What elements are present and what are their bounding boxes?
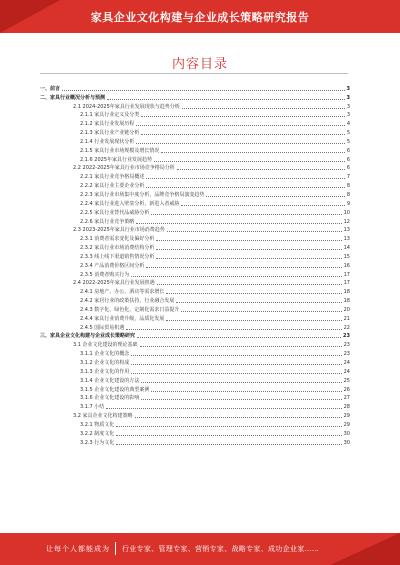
toc-entry[interactable] <box>40 199 350 208</box>
toc-entry-page: 22 <box>343 324 350 331</box>
toc-entry-text: 3.2.3 行为文化 <box>80 439 115 446</box>
toc-leader-dots <box>131 364 341 365</box>
toc-entry-page: 23 <box>343 351 350 358</box>
toc-entry-text: 2.2.6 家具行业竞争策略 <box>80 218 135 225</box>
toc-leader-dots <box>106 408 341 409</box>
toc-leader-dots <box>167 231 342 232</box>
footer-slogan-left: 让每个人都能成为 <box>46 545 110 553</box>
table-of-contents <box>40 84 350 447</box>
report-title: 家具企业文化构建与企业成长策略研究报告 <box>90 11 310 24</box>
toc-leader-dots <box>141 399 341 400</box>
toc-entry-page: 3 <box>346 103 350 110</box>
toc-entry[interactable] <box>40 429 350 438</box>
toc-entry-text: 三、家具企业文化构建与企业成长策略研究 <box>40 333 136 340</box>
toc-entry-page: 29 <box>343 421 350 428</box>
toc-entry-page: 16 <box>343 262 350 269</box>
toc-leader-dots <box>146 187 344 188</box>
toc-entry[interactable] <box>40 314 350 323</box>
toc-leader-dots <box>131 373 341 374</box>
toc-entry-page: 25 <box>343 377 350 384</box>
toc-entry-page: 9 <box>346 200 350 207</box>
toc-entry[interactable] <box>40 438 350 447</box>
toc-entry-page: 18 <box>343 298 350 305</box>
toc-entry[interactable] <box>40 261 350 270</box>
toc-entry-page: 3 <box>346 112 350 119</box>
toc-entry-page: 12 <box>343 218 350 225</box>
toc-entry-text: 2.1 2024-2025年家具行业发展现状与趋势分析 <box>73 103 180 110</box>
toc-entry[interactable] <box>40 155 350 164</box>
toc-entry[interactable] <box>40 128 350 137</box>
toc-entry-page: 24 <box>343 360 350 366</box>
toc-entry[interactable] <box>40 411 350 420</box>
toc-entry[interactable] <box>40 102 350 111</box>
toc-entry[interactable] <box>40 208 350 217</box>
toc-entry-page: 6 <box>346 165 350 172</box>
toc-entry-text: 3.2.1 物质文化 <box>80 421 115 428</box>
toc-entry-text: 2.1.1 家具行业定义及分类 <box>80 112 140 119</box>
toc-entry[interactable] <box>40 332 350 341</box>
toc-leader-dots <box>157 284 342 285</box>
toc-entry-page: 24 <box>343 368 350 375</box>
toc-leader-dots <box>161 152 344 153</box>
toc-entry-page: 8 <box>346 191 350 198</box>
toc-entry-text: 2.3.2 家具行业市场消费结构分析 <box>80 245 155 252</box>
toc-entry[interactable] <box>40 323 350 332</box>
toc-entry-text: 一、前言 <box>40 85 61 92</box>
toc-leader-dots <box>156 240 341 241</box>
toc-entry[interactable] <box>40 119 350 128</box>
toc-entry[interactable] <box>40 367 350 376</box>
toc-leader-dots <box>151 214 341 215</box>
toc-entry-text: 3.1.4 企业文化建设的方法 <box>80 377 140 384</box>
toc-leader-dots <box>181 205 344 206</box>
toc-leader-dots <box>136 223 341 224</box>
toc-heading: 内容目录 <box>171 57 228 72</box>
toc-entry-text: 2.2 2022-2025年家具行业市场竞争格局分析 <box>73 165 175 172</box>
toc-leader-dots <box>141 116 344 117</box>
toc-entry-page: 3 <box>346 94 350 101</box>
toc-entry-text: 2.2.4 家具行业进入壁垒分析，新进入者威胁 <box>80 200 180 207</box>
toc-entry-text: 2.3.3 线上线下渠道销售情况分析 <box>80 253 155 260</box>
toc-entry[interactable] <box>40 93 350 102</box>
toc-entry-text: 3.1 企业文化建设的理论基础 <box>73 342 138 349</box>
toc-entry-page: 29 <box>343 413 350 420</box>
toc-leader-dots <box>166 320 341 321</box>
toc-entry-page: 4 <box>346 121 350 128</box>
toc-entry-text: 3.1.6 企业文化建设的影响 <box>80 395 140 402</box>
toc-entry[interactable] <box>40 226 350 235</box>
toc-entry-page: 20 <box>343 306 350 313</box>
toc-entry-text: 2.3.1 消费者需求变化及偏好分析 <box>80 236 155 243</box>
toc-entry-text: 3.1.2 企业文化的构成 <box>80 360 130 366</box>
toc-entry-page: 28 <box>343 404 350 411</box>
toc-entry-text: 3.1.3 企业文化的作用 <box>80 368 130 375</box>
toc-entry-page: 5 <box>346 138 350 145</box>
toc-entry-text: 2.1.6 2025年家具行业发展趋势 <box>80 156 153 163</box>
toc-leader-dots <box>156 258 341 259</box>
toc-leader-dots <box>131 355 341 356</box>
toc-leader-dots <box>166 293 341 294</box>
toc-leader-dots <box>135 417 342 418</box>
toc-entry-page: 7 <box>346 174 350 181</box>
toc-entry-page: 17 <box>343 280 350 287</box>
toc-entry[interactable] <box>40 234 350 243</box>
toc-entry[interactable] <box>40 376 350 385</box>
footer-banner <box>0 533 400 565</box>
toc-leader-dots <box>116 426 341 427</box>
heading-divider <box>40 73 348 74</box>
toc-leader-dots <box>116 435 341 436</box>
toc-entry[interactable] <box>40 181 350 190</box>
toc-entry[interactable] <box>40 172 350 181</box>
toc-entry[interactable] <box>40 305 350 314</box>
toc-entry-text: 2.2.3 家具行业市场集中度分析，品牌竞争格局演变趋势 <box>80 191 205 198</box>
toc-entry-page: 27 <box>343 395 350 402</box>
toc-entry[interactable] <box>40 270 350 279</box>
toc-entry[interactable] <box>40 146 350 155</box>
toc-entry[interactable] <box>40 84 350 93</box>
toc-entry-page: 8 <box>346 183 350 190</box>
toc-leader-dots <box>131 276 341 277</box>
toc-leader-dots <box>136 125 345 126</box>
toc-leader-dots <box>136 143 345 144</box>
toc-entry-text: 2.2.5 家具行业替代品威胁分析 <box>80 209 150 216</box>
toc-entry[interactable] <box>40 358 350 367</box>
toc-entry[interactable] <box>40 164 350 173</box>
toc-entry[interactable] <box>40 340 350 349</box>
toc-entry-page: 14 <box>343 245 350 252</box>
toc-entry-text: 2.1.2 家具行业发展历程 <box>80 121 135 128</box>
toc-leader-dots <box>177 169 345 170</box>
footer-accent-shape <box>330 533 400 565</box>
toc-leader-dots <box>182 108 345 109</box>
toc-leader-dots <box>151 391 341 392</box>
footer-divider <box>115 542 116 555</box>
toc-leader-dots <box>156 249 341 250</box>
toc-entry[interactable] <box>40 394 350 403</box>
toc-entry-page: 15 <box>343 253 350 260</box>
toc-entry-text: 2.4 2022-2025年家具行业发展机遇 <box>73 280 155 287</box>
toc-entry-text: 2.3.5 消费者购买行为 <box>80 271 130 278</box>
toc-entry-page: 3 <box>346 85 350 92</box>
toc-entry-page: 17 <box>343 271 350 278</box>
toc-entry-text: 3.2.2 制度文化 <box>80 430 115 437</box>
toc-leader-dots <box>146 267 341 268</box>
toc-entry-text: 2.4.1 房地产、办公、酒店等需求增长 <box>80 289 165 296</box>
toc-leader-dots <box>140 346 342 347</box>
toc-leader-dots <box>141 382 341 383</box>
toc-entry[interactable] <box>40 243 350 252</box>
toc-leader-dots <box>116 444 341 445</box>
toc-entry-page: 30 <box>343 430 350 437</box>
toc-leader-dots <box>181 311 341 312</box>
toc-entry[interactable] <box>40 296 350 305</box>
toc-entry-page: 5 <box>346 130 350 137</box>
toc-entry-text: 3.1.1 企业文化的概念 <box>80 351 130 358</box>
toc-entry-page: 21 <box>343 315 350 322</box>
toc-entry[interactable] <box>40 111 350 120</box>
toc-entry-page: 13 <box>343 227 350 234</box>
toc-entry-page: 18 <box>343 289 350 296</box>
toc-leader-dots <box>141 134 344 135</box>
toc-entry-text: 3.2 家具企业文化构建策略 <box>73 413 133 420</box>
toc-entry-text: 2.3.4 产品消费价格区间分析 <box>80 262 145 269</box>
toc-entry-page: 10 <box>343 209 350 216</box>
toc-entry[interactable] <box>40 402 350 411</box>
toc-entry[interactable] <box>40 287 350 296</box>
toc-entry[interactable] <box>40 190 350 199</box>
toc-entry-text: 2.1.3 家具行业产业链分析 <box>80 130 140 137</box>
toc-leader-dots <box>107 99 345 100</box>
toc-entry-text: 3.1.7 小结 <box>80 404 105 411</box>
toc-entry-text: 2.4.4 家具行业消费升级，品质化发展 <box>80 315 165 322</box>
toc-entry-page: 23 <box>343 342 350 349</box>
toc-leader-dots <box>62 90 345 91</box>
toc-entry[interactable] <box>40 420 350 429</box>
header-banner <box>0 0 400 33</box>
toc-entry-text: 2.4.5 国际贸易机遇 <box>80 324 125 331</box>
toc-entry-page: 6 <box>346 147 350 154</box>
toc-entry[interactable] <box>40 217 350 226</box>
footer-slogan-right: 行业专家、管理专家、营销专家、战略专家、成功企业家…… <box>122 545 320 553</box>
toc-entry-page: 13 <box>343 236 350 243</box>
toc-leader-dots <box>146 178 344 179</box>
toc-leader-dots <box>206 196 344 197</box>
toc-entry-page: 6 <box>346 156 350 163</box>
toc-entry[interactable] <box>40 137 350 146</box>
toc-entry-page: 23 <box>343 333 350 340</box>
toc-leader-dots <box>154 161 345 162</box>
toc-leader-dots <box>126 329 341 330</box>
toc-entry-text: 2.4.3 数字化、绿色化、定制化需求日益提升 <box>80 306 180 313</box>
toc-entry-text: 2.2.2 家具行业主要企业分析 <box>80 183 145 190</box>
toc-entry-text: 2.1.5 家具行业市场规模及增长情况 <box>80 147 160 154</box>
toc-entry-page: 30 <box>343 439 350 446</box>
toc-entry-text: 2.4.2 家居行业的政策扶持，行业融合发展 <box>80 298 175 305</box>
toc-leader-dots <box>176 302 341 303</box>
toc-entry[interactable] <box>40 279 350 288</box>
toc-entry[interactable] <box>40 385 350 394</box>
toc-entry-text: 2.2.1 家具行业竞争格局概述 <box>80 174 145 181</box>
toc-entry-text: 2.1.4 行业发展现状分析 <box>80 138 135 145</box>
toc-leader-dots <box>137 337 341 338</box>
toc-entry[interactable] <box>40 252 350 261</box>
toc-entry[interactable] <box>40 349 350 358</box>
toc-entry-text: 2.3 2023-2025年家具行业市场消费趋势 <box>73 227 165 234</box>
toc-entry-text: 3.1.5 企业文化建设的典型案例 <box>80 386 150 393</box>
toc-entry-text: 二、家具行业概况分析与预测 <box>40 94 106 101</box>
toc-entry-page: 26 <box>343 386 350 393</box>
